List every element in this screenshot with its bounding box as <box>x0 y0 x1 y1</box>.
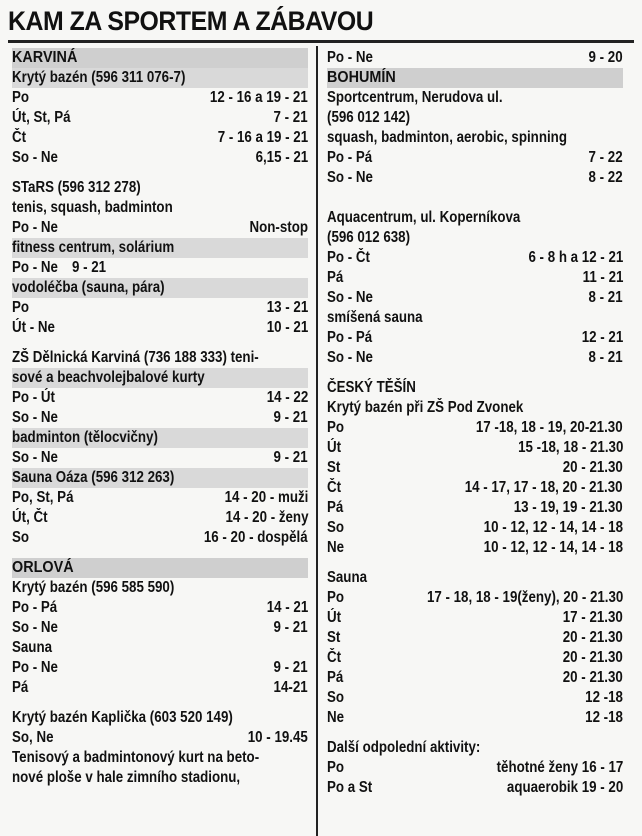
venue-title: Krytý bazén při ZŠ Pod Zvonek <box>327 399 524 416</box>
schedule-row: Út 15 -18, 18 - 21.30 <box>327 439 623 456</box>
venue-phone: (596 012 142) <box>327 109 411 126</box>
schedule-row: Čt 14 - 17, 17 - 18, 20 - 21.30 <box>327 479 623 496</box>
schedule-row: Čt 20 - 21.30 <box>327 649 623 666</box>
venue-subtitle: squash, badminton, aerobic, spinning <box>327 129 567 146</box>
schedule-row: Pá 13 - 19, 19 - 21.30 <box>327 499 623 516</box>
schedule-row: Pá 20 - 21.30 <box>327 669 623 686</box>
column-divider <box>316 46 318 836</box>
venue-title: STaRS (596 312 278) <box>12 179 141 196</box>
schedule-row: Út, Čt 14 - 20 - ženy <box>12 509 308 526</box>
venue-subtitle: tenis, squash, badminton <box>12 199 173 216</box>
venue-title: sové a beachvolejbalové kurty <box>12 368 308 388</box>
schedule-row: Po 17 -18, 18 - 19, 20-21.30 <box>327 419 623 436</box>
venue-subtitle: badminton (tělocvičny) <box>12 428 308 448</box>
section-heading-orlova: ORLOVÁ <box>12 558 308 578</box>
venue-phone: (596 012 638) <box>327 229 411 246</box>
title-rule <box>8 40 634 43</box>
schedule-row: So - Ne 9 - 21 <box>12 619 308 636</box>
schedule-row: So - Ne 9 - 21 <box>12 449 308 466</box>
schedule-row: So - Ne 8 - 21 <box>327 289 623 306</box>
venue-title: Krytý bazén (596 585 590) <box>12 579 175 596</box>
schedule-row: So - Ne 9 - 21 <box>12 409 308 426</box>
body-text: Tenisový a badmintonový kurt na beto- <box>12 749 260 766</box>
right-column <box>327 48 623 798</box>
venue-subtitle: Sauna <box>12 639 53 656</box>
schedule-row: Čt 7 - 16 a 19 - 21 <box>12 129 308 146</box>
schedule-row: Po, St, Pá 14 - 20 - muži <box>12 489 308 506</box>
schedule-row: So 16 - 20 - dospělá <box>12 529 308 546</box>
schedule-row: So - Ne 6,15 - 21 <box>12 149 308 166</box>
schedule-row: Po 17 - 18, 18 - 19(ženy), 20 - 21.30 <box>327 589 623 606</box>
schedule-row: Po - Út 14 - 22 <box>12 389 308 406</box>
venue-subtitle: Sauna <box>327 569 368 586</box>
schedule-row: So - Ne 8 - 22 <box>327 169 623 186</box>
schedule-row: Po 13 - 21 <box>12 299 308 316</box>
venue-title: ZŠ Dělnická Karviná (736 188 333) teni- <box>12 349 259 366</box>
venue-subtitle: vodoléčba (sauna, pára) <box>12 278 308 298</box>
schedule-row: St 20 - 21.30 <box>327 459 623 476</box>
venue-title: Krytý bazén (596 311 076-7) <box>12 68 308 88</box>
schedule-row: Út - Ne 10 - 21 <box>12 319 308 336</box>
schedule-row: Ne 10 - 12, 12 - 14, 14 - 18 <box>327 539 623 556</box>
schedule-row: Út, St, Pá 7 - 21 <box>12 109 308 126</box>
schedule-row: Po - Čt 6 - 8 h a 12 - 21 <box>327 249 623 266</box>
venue-title: Další odpolední aktivity: <box>327 739 481 756</box>
schedule-row: Pá 11 - 21 <box>327 269 623 286</box>
schedule-row: Út 17 - 21.30 <box>327 609 623 626</box>
schedule-row: Po - Pá 14 - 21 <box>12 599 308 616</box>
page-title: KAM ZA SPORTEM A ZÁBAVOU <box>8 6 374 36</box>
schedule-row: Ne 12 -18 <box>327 709 623 726</box>
schedule-row: Pá 14-21 <box>12 679 308 696</box>
venue-title: Sportcentrum, Nerudova ul. <box>327 89 503 106</box>
schedule-row: So 10 - 12, 12 - 14, 14 - 18 <box>327 519 623 536</box>
schedule-row: Po - Ne 9 - 20 <box>327 49 623 66</box>
section-heading-karvina: KARVINÁ <box>12 48 308 68</box>
schedule-row: Po - Pá 12 - 21 <box>327 329 623 346</box>
section-heading-tesin: ČESKÝ TĚŠÍN <box>327 379 416 396</box>
venue-subtitle: fitness centrum, solárium <box>12 238 308 258</box>
left-column <box>12 48 308 788</box>
venue-title: Aquacentrum, ul. Koperníkova <box>327 209 521 226</box>
schedule-row: Po - Ne 9 - 21 <box>12 659 308 676</box>
section-heading-bohumin: BOHUMÍN <box>327 68 623 88</box>
venue-subtitle: smíšená sauna <box>327 309 423 326</box>
schedule-row: Po - Ne Non-stop <box>12 219 308 236</box>
schedule-row: Po těhotné ženy 16 - 17 <box>327 759 623 776</box>
schedule-row: St 20 - 21.30 <box>327 629 623 646</box>
schedule-row: Po - Ne 9 - 21 <box>12 259 107 276</box>
schedule-row: Po - Pá 7 - 22 <box>327 149 623 166</box>
body-text: nové ploše v hale zimního stadionu, <box>12 769 241 786</box>
schedule-row: So - Ne 8 - 21 <box>327 349 623 366</box>
venue-title: Sauna Oáza (596 312 263) <box>12 468 308 488</box>
schedule-row: So, Ne 10 - 19.45 <box>12 729 308 746</box>
schedule-row: Po 12 - 16 a 19 - 21 <box>12 89 308 106</box>
schedule-row: So 12 -18 <box>327 689 623 706</box>
venue-title: Krytý bazén Kaplička (603 520 149) <box>12 709 233 726</box>
schedule-row: Po a St aquaerobik 19 - 20 <box>327 779 623 796</box>
